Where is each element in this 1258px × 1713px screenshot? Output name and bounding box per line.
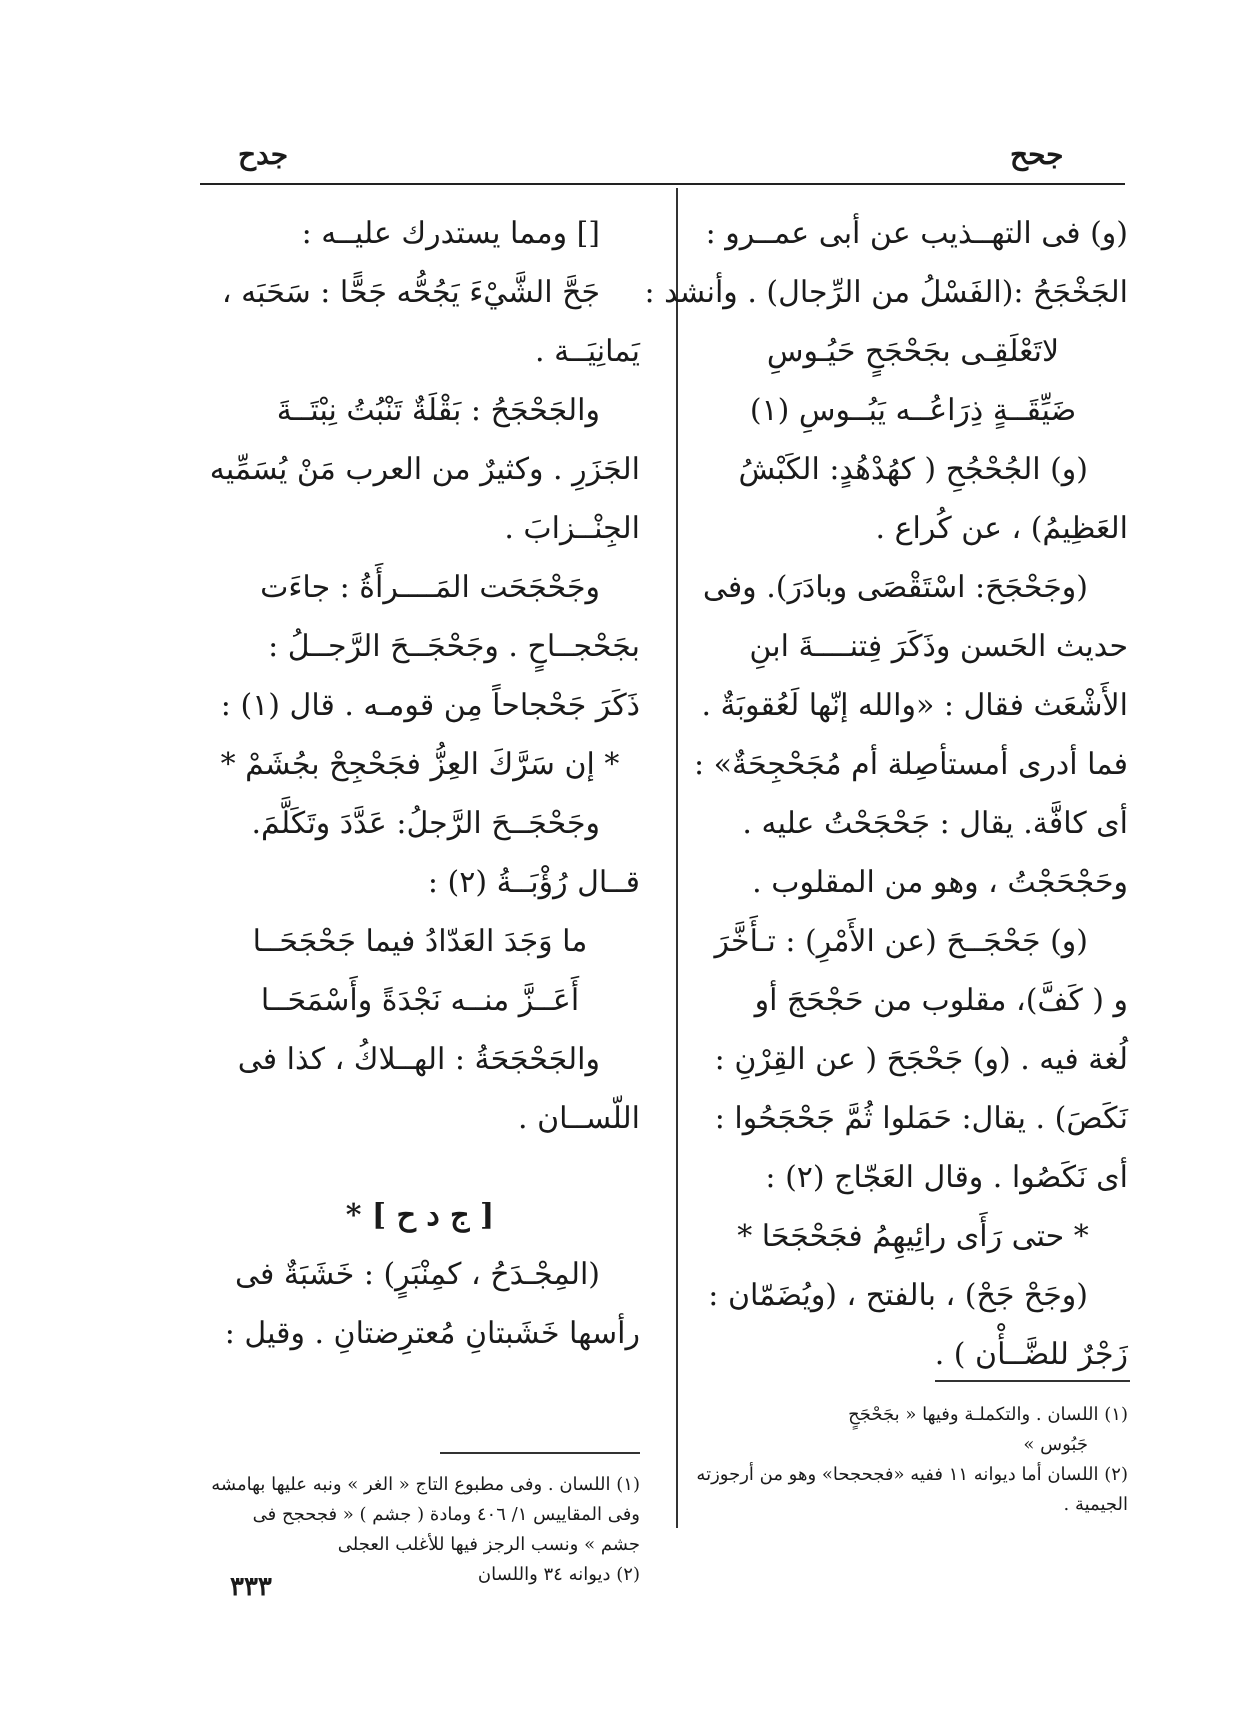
- spacer: [200, 1148, 640, 1186]
- header-rule: [200, 183, 1125, 185]
- running-head-right: جحح: [1010, 138, 1064, 171]
- text-line: أى كافَّة. يقال : جَحْجَحْتُ عليه .: [742, 806, 1128, 841]
- verse-line: * إن سَرَّكَ العِزُّ فجَحْجِحْ بجُشَمْ *: [220, 747, 620, 782]
- verse-line: ما وَجَدَ العَدّادُ فيما جَحْجَحَــا: [252, 924, 588, 959]
- footnote-line: الجيمية .: [1063, 1494, 1128, 1515]
- text-line: رأسها خَشَبتانِ مُعترِضتانِ . وقيل :: [224, 1316, 640, 1351]
- text-line: الجِنْــزابَ .: [504, 511, 640, 546]
- running-head-left: جدح: [238, 138, 289, 171]
- text-line: أى نَكَصُوا . وقال العَجّاج (٢) :: [765, 1160, 1128, 1195]
- text-line: زَجْرٌ للضَّــأْن ) .: [934, 1337, 1128, 1372]
- footnote-line: (٢) ديوانه ٣٤ واللسان: [477, 1564, 640, 1585]
- text-line: يَمانِيَــة .: [535, 334, 640, 369]
- text-line: حديث الحَسن وذَكَرَ فِتنــــةَ ابنِ: [749, 629, 1128, 664]
- text-line: وجَحْجَــحَ الرَّجلُ: عَدَّدَ وتَكَلَّمَ.: [251, 806, 600, 841]
- text-line: الجَخْجَحُ :(الفَسْلُ من الرِّجال) . وأنشد :: [644, 275, 1128, 310]
- verse-line: أَعَــزَّ منــه نَجْدَةً وأَسْمَحَــا: [260, 983, 580, 1018]
- verse-line: لاتَعْلَقِـى بجَحْجَحٍ حَيُـوسِ: [766, 334, 1060, 369]
- text-line: قــال رُؤْبَــةُ (٢) :: [427, 865, 640, 900]
- entry-heading: [ ج د ح ] *: [345, 1198, 495, 1233]
- text-line: الجَزَرِ . وكثيرٌ من العرب مَنْ يُسَمِّيه: [209, 452, 640, 487]
- text-line: وجَحْجَحَت المَــــرأَةُ : جاءَت: [260, 570, 600, 605]
- footnotes-right: [698, 1400, 1128, 1520]
- text-line: والجَحْجَحَةُ : الهــلاكُ ، كذا فى: [237, 1042, 600, 1077]
- text-line: اللّســان .: [518, 1101, 640, 1136]
- footnote-line: جَبُوس »: [1023, 1434, 1088, 1455]
- text-line: جَحَّ الشَّيْءَ يَجُحُّه جَحًّا : سَحَبَه ،: [221, 275, 600, 310]
- footnote-line: جشم » ونسب الرجز فيها للأغلب العجلى: [337, 1534, 640, 1555]
- text-line: نَكَصَ) . يقال: حَمَلوا ثُمَّ جَحْجَحُوا :: [714, 1101, 1128, 1136]
- text-line: (و) فى التهــذيب عن أبى عمــرو :: [705, 216, 1128, 251]
- text-line: وحَجْحَجْتُ ، وهو من المقلوب .: [752, 865, 1128, 900]
- text-line: الأَشْعَث فقال : «والله إنّها لَعُقوبَةٌ .: [701, 688, 1128, 723]
- text-line: [] ومما يستدرك عليــه :: [301, 216, 600, 251]
- footnote-line: (١) اللسان . والتكملـة وفيها « بجَحْجَحٍ: [848, 1404, 1128, 1425]
- footnote-line: (١) اللسان . وفى مطبوع التاج « الغر » ونبه عليها بهامشه: [211, 1474, 640, 1495]
- verse-line: ضَيِّقَــةٍ ذِرَاعُــه يَبُــوسِ (١): [749, 393, 1077, 428]
- right-column: [644, 204, 1128, 1384]
- text-line: (و) الجُحْجُحِ ( كهُدْهُدٍ: الكَبْشُ: [738, 452, 1088, 487]
- text-line: (المِجْـدَحُ ، كمِنْبَرٍ) : خَشَبَةٌ فى: [234, 1257, 600, 1292]
- footnote-line: وفى المقاييس ١/ ٤٠٦ ومادة ( جشم ) « فجحجح فى: [252, 1504, 640, 1525]
- footnote-rule-left: [440, 1452, 640, 1454]
- column-divider: [676, 188, 678, 1528]
- text-line: (وجَحْجَحَ: اسْتَقْصَى وبادَرَ). وفى: [702, 570, 1088, 605]
- verse-line: * حتى رَأَى رائِيهِمُ فجَحْجَحَا *: [737, 1219, 1089, 1254]
- text-line: والجَحْجَحُ : بَقْلَةٌ تَنْبُتُ نِبْتَــةَ: [276, 393, 600, 428]
- text-line: ذَكَرَ جَحْجاحاً مِن قومـه . قال (١) :: [220, 688, 640, 723]
- text-line: لُغة فيه . (و) جَحْجَحَ ( عن القِرْنِ :: [714, 1042, 1128, 1077]
- text-line: و ( كَفَّ)، مقلوب من حَجْحَجَ أو: [754, 983, 1128, 1018]
- text-line: بجَحْجــاحٍ . وجَحْجَــحَ الرَّجــلُ :: [268, 629, 640, 664]
- footnote-line: (٢) اللسان أما ديوانه ١١ ففيه «فجحجحا» وهو من أرجوزته: [696, 1464, 1128, 1485]
- footnote-rule-right: [935, 1380, 1130, 1382]
- left-column: [200, 204, 640, 1363]
- text-line: (وجَحْ جَحْ) ، بالفتح ، (ويُضَمّان :: [708, 1278, 1088, 1313]
- text-line: العَظِيمُ) ، عن كُراع .: [875, 511, 1128, 546]
- text-line: (و) جَحْجَــحَ (عن الأَمْرِ) : تـأَخَّرَ: [714, 924, 1088, 959]
- text-line: فما أدرى أمستأصِلة أم مُجَحْجِحَةٌ» :: [693, 747, 1128, 782]
- page-number: ٣٣٣: [230, 1572, 272, 1602]
